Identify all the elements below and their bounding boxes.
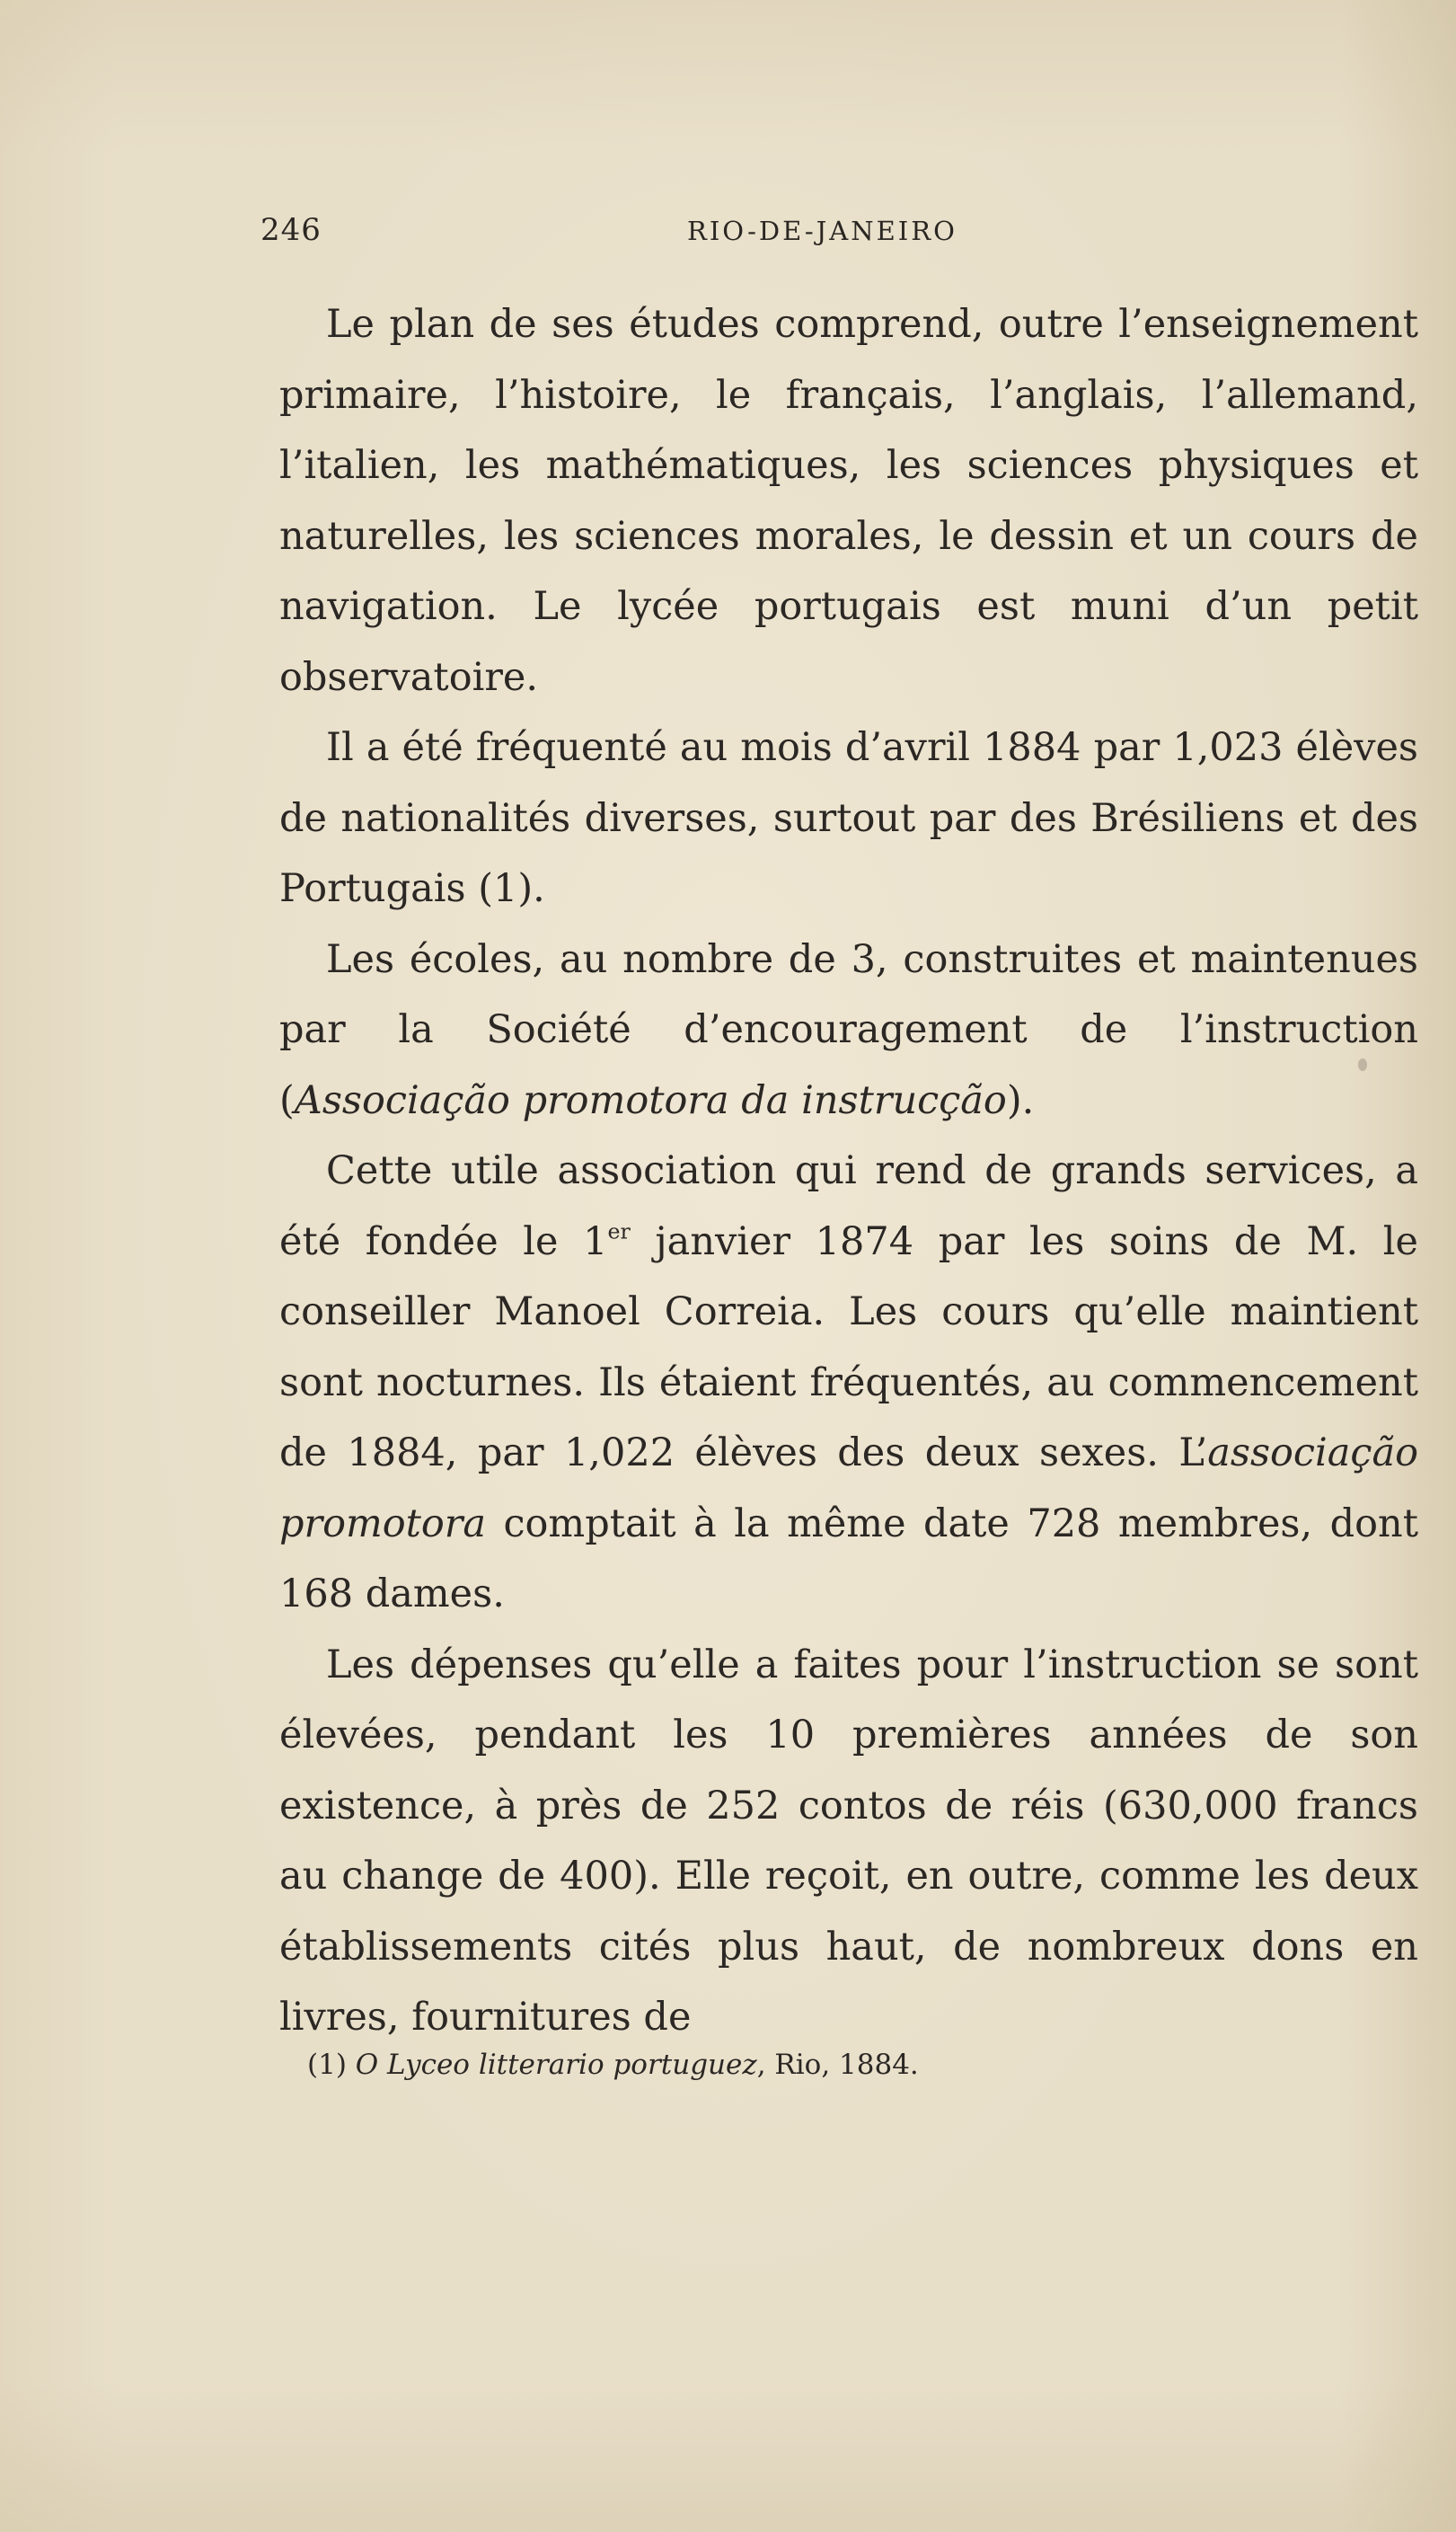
footnote-marker: (1) (307, 2049, 356, 2081)
paragraph-schools (279, 925, 1418, 1137)
association-name-italic: associação promotora (279, 1430, 1418, 1546)
running-title: RIO-DE-JANEIRO (687, 216, 957, 246)
association-text-c: comptait à la même date 728 membres, dont 168 dames. (279, 1501, 1418, 1616)
running-header (260, 212, 1159, 257)
paragraph-study-plan: Le plan de ses études comprend, outre l’enseignement primaire, l’histoire, le français, l’anglais, l’allemand, l’italien, les mathématiques, les sciences physiques et naturelles, les sciences morales, le dessin et un cours de navigation. Le lycée portugais est muni d’un petit observatoire. (279, 302, 1418, 700)
association-name: Associação promotora da instrucção (294, 1077, 1007, 1123)
footnote-source-title: O Lyceo litterario portuguez (355, 2049, 757, 2081)
association-text-a: Cette utile association qui rend de grands services, a été fondée le 1 (279, 1148, 1418, 1264)
paragraph-attendance: Il a été fréquenté au mois d’avril 1884 par 1,023 élèves de nationalités diverses, surtout par des Brésiliens et des Portugais (1). (279, 725, 1418, 911)
schools-text: Les écoles, au nombre de 3, construites et maintenues par la Société d’encouragement de l’instruction ( (279, 936, 1418, 1123)
ordinal-superscript: er (607, 1217, 631, 1244)
association-text-b: janvier 1874 par les soins de M. le conseiller Manoel Correia. Les cours qu’elle maintient sont nocturnes. Ils étaient fréquentés, au commencement de 1884, par 1,022 élèves des deux sexes. L’ (279, 1218, 1419, 1475)
footnote (307, 2049, 919, 2081)
body-text (279, 289, 1418, 2053)
paragraph-expenses: Les dépenses qu’elle a faites pour l’instruction se sont élevées, pendant les 10 premières années de son existence, à près de 252 contos de réis (630,000 francs au change de 400). Elle reçoit, en outre, comme les deux établissements cités plus haut, de nombreux dons en livres, fournitures de (279, 1642, 1418, 2040)
footnote-source-rest: , Rio, 1884. (756, 2049, 919, 2081)
schools-text-end: ). (1006, 1077, 1035, 1123)
page-number: 246 (260, 212, 322, 248)
ink-speck (1358, 1058, 1367, 1071)
paragraph-association (279, 1136, 1418, 1630)
